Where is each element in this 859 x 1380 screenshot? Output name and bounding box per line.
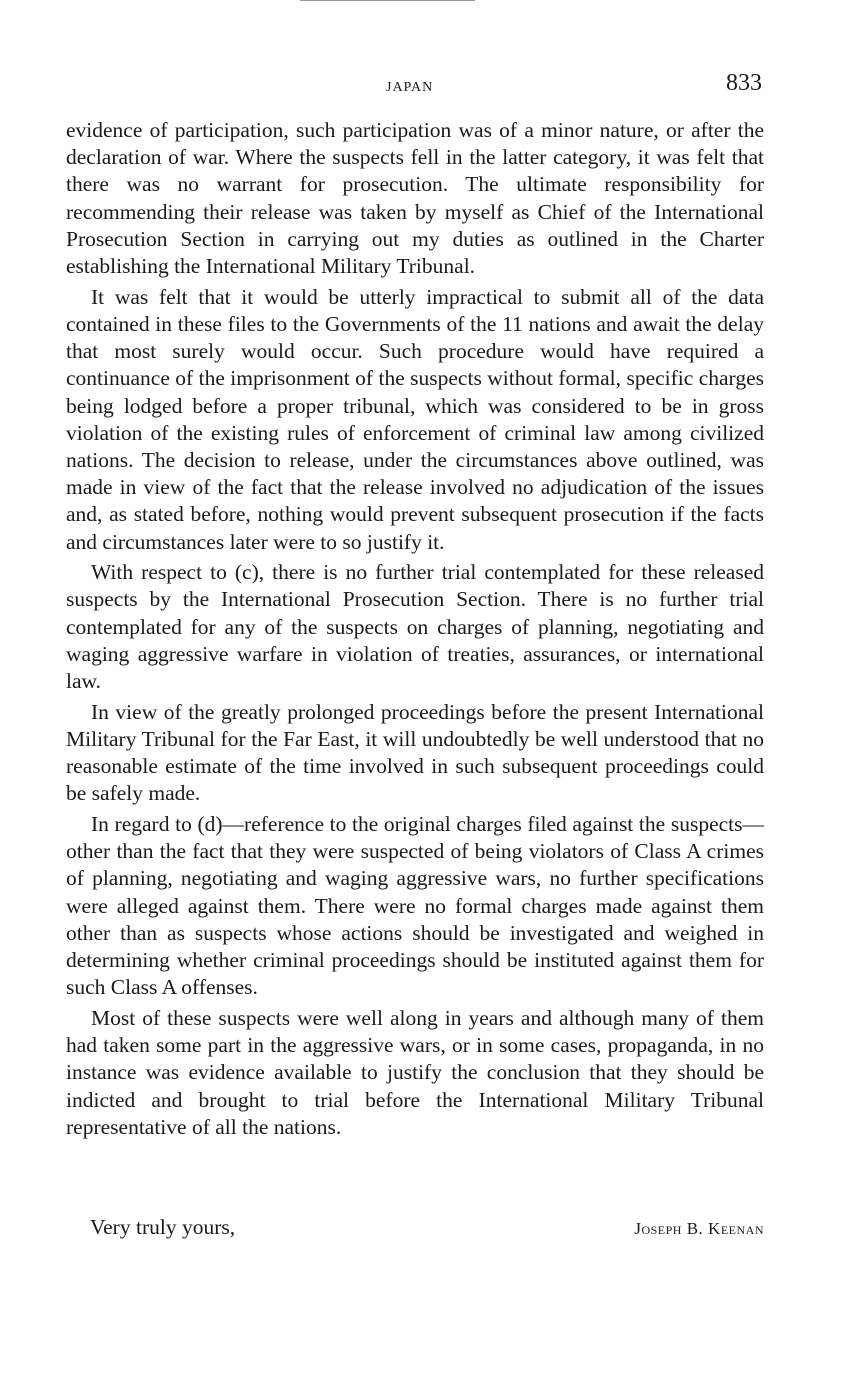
body-text xyxy=(66,117,764,1145)
page-number: 833 xyxy=(726,70,762,96)
paragraph-3: With respect to (c), there is no further trial contemplated for these released suspects by the International Prosecution Section. There is no further trial contemplated for any of the suspects on charges of planning, negotiating and waging aggressive warfare in violation of treaties, assurances, or international law. xyxy=(66,560,764,694)
top-rule xyxy=(300,0,475,1)
letter-closing xyxy=(90,1215,764,1245)
page-header xyxy=(66,70,762,104)
paragraph-4: In view of the greatly prolonged proceedings before the present International Military Tribunal for the Far East, it will undoubtedly be well understood that no reasonable estimate of the time involved in such subsequent proceedings could be safely made. xyxy=(66,699,764,806)
paragraph-6: Most of these suspects were well along in years and although many of them had taken some part in the aggressive wars, or in some cases, propaganda, in no instance was evidence available to justify the conclusion that they should be indicted and brought to trial before the International Military Tribunal representative of all the nations. xyxy=(66,1006,764,1139)
paragraph-5: In regard to (d)—reference to the original charges filed against the suspects—other than the fact that they were suspected of being violators of Class A crimes of planning, negotiating and waging aggressive wars, no further specifications were alleged against them. There were no formal charges made against them other than as suspects whose actions should be investigated and weighed in determining whether criminal proceedings should be instituted against them for such Class A offenses. xyxy=(66,812,764,1000)
signature: Joseph B. Keenan xyxy=(634,1219,764,1238)
paragraph-1: evidence of participation, such participation was of a minor nature, or after the declaration of war. Where the suspects fell in the latter category, it was felt that there was no warrant for prosecution. The ultimate responsibility for recommending their release was taken by myself as Chief of the International Prosecution Section in carrying out my duties as outlined in the Charter establishing the International Military Tribunal. xyxy=(66,118,764,279)
closing-salutation: Very truly yours, xyxy=(90,1215,236,1239)
running-head: JAPAN xyxy=(386,80,434,95)
paragraph-2: It was felt that it would be utterly impractical to submit all of the data contained in these files to the Governments of the 11 nations and await the delay that most surely would occur. Such procedure would have required a continuance of the imprisonment of the suspects without formal, specific charges being lodged before a proper tribunal, which was considered to be in gross violation of the existing rules of enforcement of criminal law among civilized nations. The decision to release, under the circumstances above outlined, was made in view of the fact that the release involved no adjudication of the issues and, as stated before, nothing would prevent subsequent prosecution if the facts and circumstances later were to so justify it. xyxy=(66,284,764,554)
